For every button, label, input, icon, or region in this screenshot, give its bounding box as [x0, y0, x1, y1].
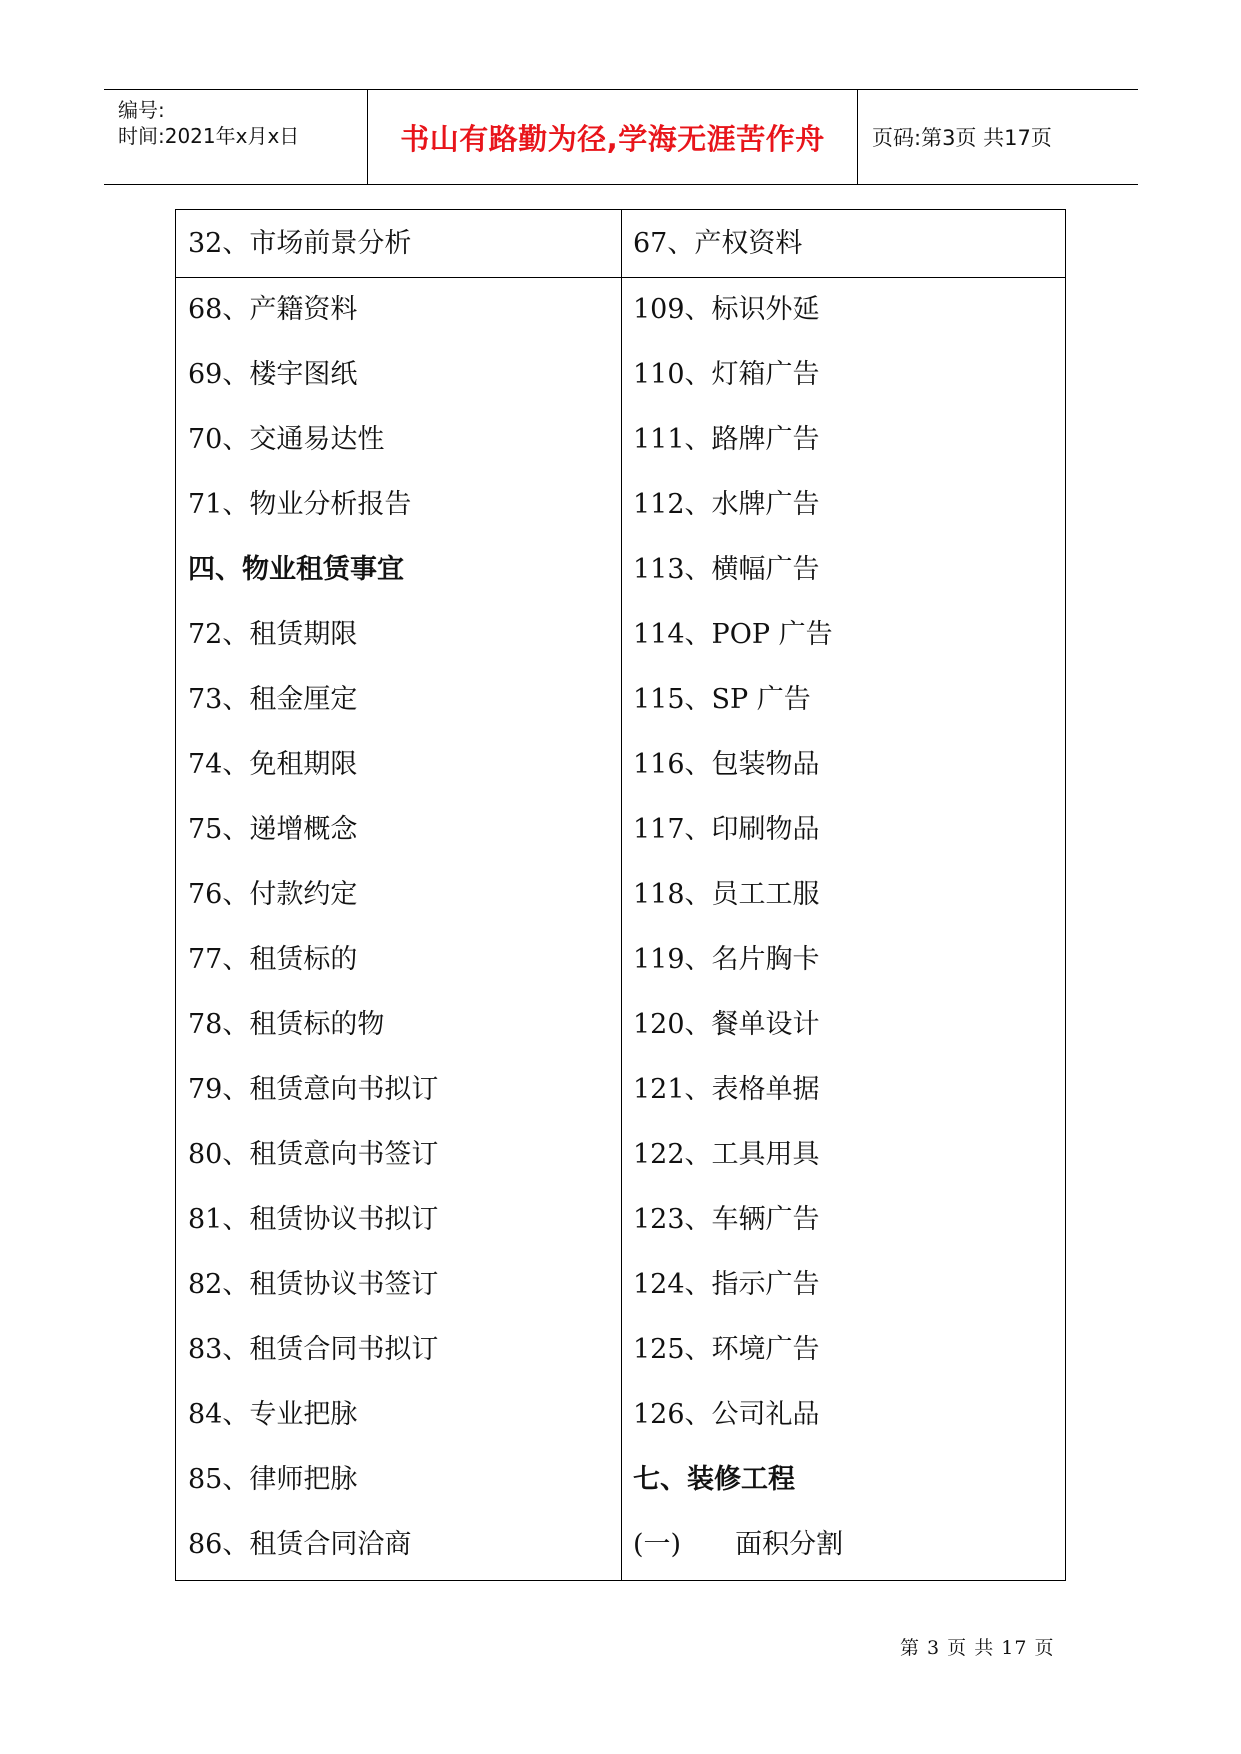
list-item: 69、楼宇图纸 [188, 359, 358, 390]
list-item: 119、名片胸卡 [633, 944, 820, 975]
list-item: 72、租赁期限 [188, 619, 358, 650]
list-item: 32、市场前景分析 [188, 228, 412, 259]
list-item: 112、水牌广告 [633, 489, 820, 520]
list-item: 75、递增概念 [188, 814, 358, 845]
list-item: 83、租赁合同书拟订 [188, 1334, 439, 1365]
list-item: 74、免租期限 [188, 749, 358, 780]
list-item: 84、专业把脉 [188, 1399, 358, 1430]
header-meta [104, 90, 368, 184]
list-item: 86、租赁合同洽商 [188, 1529, 412, 1560]
page-footer: 第 3 页 共 17 页 [900, 1637, 1055, 1659]
list-item: 76、付款约定 [188, 879, 358, 910]
list-item: 122、工具用具 [633, 1139, 820, 1170]
list-item: 77、租赁标的 [188, 944, 358, 975]
row-divider [176, 277, 1065, 278]
list-item: 109、标识外延 [633, 294, 820, 325]
list-item: 78、租赁标的物 [188, 1009, 385, 1040]
list-item: 81、租赁协议书拟订 [188, 1204, 439, 1235]
list-item: 113、横幅广告 [633, 554, 820, 585]
subsection-number: (一) [633, 1529, 682, 1560]
list-item: 79、租赁意向书拟订 [188, 1074, 439, 1105]
column-divider [621, 210, 622, 1580]
list-item: 111、路牌广告 [633, 424, 820, 455]
list-item: 123、车辆广告 [633, 1204, 820, 1235]
motto: 书山有路勤为径,学海无涯苦作舟 [400, 121, 825, 156]
list-item: 126、公司礼品 [633, 1399, 820, 1430]
list-item: 110、灯箱广告 [633, 359, 820, 390]
time-label: 时间:2021年x月x日 [118, 124, 300, 148]
content-table [175, 209, 1066, 1581]
page-info: 页码:第3页 共17页 [872, 126, 1052, 150]
list-item: 71、物业分析报告 [188, 489, 412, 520]
list-item: 67、产权资料 [633, 228, 803, 259]
list-item: 118、员工工服 [633, 879, 820, 910]
list-item: 120、餐单设计 [633, 1009, 820, 1040]
list-item: 115、SP 广告 [633, 684, 811, 715]
list-item: 70、交通易达性 [188, 424, 385, 455]
list-item: 125、环境广告 [633, 1334, 820, 1365]
header-motto-cell [368, 90, 858, 184]
list-item: 121、表格单据 [633, 1074, 820, 1105]
page-header [104, 89, 1138, 185]
list-item: 117、印刷物品 [633, 814, 820, 845]
subsection-title: 面积分割 [735, 1529, 844, 1560]
section-heading: 四、物业租赁事宜 [188, 554, 404, 585]
list-item: 82、租赁协议书签订 [188, 1269, 439, 1300]
list-item: 73、租金厘定 [188, 684, 358, 715]
number-label: 编号: [118, 98, 165, 122]
list-item: 68、产籍资料 [188, 294, 358, 325]
list-item: 124、指示广告 [633, 1269, 820, 1300]
list-item [633, 1525, 843, 1565]
section-heading: 七、装修工程 [633, 1464, 795, 1495]
list-item: 114、POP 广告 [633, 619, 833, 650]
list-item: 85、律师把脉 [188, 1464, 358, 1495]
list-item: 116、包装物品 [633, 749, 820, 780]
list-item: 80、租赁意向书签订 [188, 1139, 439, 1170]
header-page-info [858, 90, 1138, 184]
